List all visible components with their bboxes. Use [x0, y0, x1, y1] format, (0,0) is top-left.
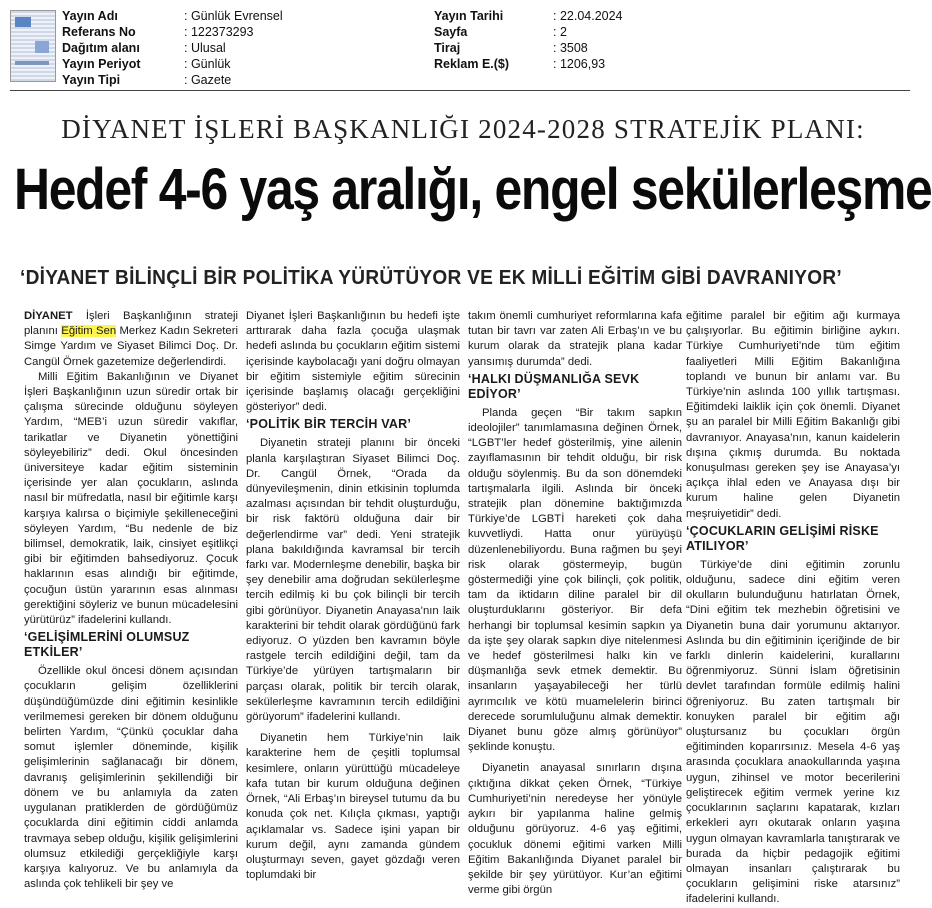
meta-label: Tiraj — [434, 41, 461, 55]
meta-label: Reklam E.($) — [434, 57, 510, 71]
meta-row-tarih — [434, 8, 503, 24]
meta-row-dagitim — [62, 40, 140, 56]
paragraph: Planda geçen “Bir takım sapkın ideolojiler” tanımlamasına değinen Örnek, “LGBT’ler hedef gösterilmiş, yine ailenin zayıflamasının bir tehdit olduğu, bir risk olduğu söylenmiş. Bu da son dönemdeki tartışmalarla ilgili. Aslında bir önceki stratejik plan dönemine baktığımızda Türkiye’de LGBTİ hareketi çok daha kuvvetliydi. Hatta onur yürüyüşü düzenlenebiliyordu. Buna rağmen bu şeyi risk olarak göstermeyip, bugün göstermediği yine çok bilinçli, çok politik, tam da iktidarın diline paralel bir dil oluşturduklarını gösteriyor. Bir defa herhangi bir toplumsal kesimin sapkın ya da işte şey olarak sapkın diye nitelenmesi ve hedef gösterilmesi halkı kin ve düşmanlığa sevk etmek demektir. Bu insanların yaşayabileceği her türlü ayrımcılık ve kötü muamelelerin birinci derecede sorumluluğunu almak demektir. Diyanet bunu göze almış görünüyor” şeklinde konuştu. — [468, 406, 682, 754]
paragraph: takım önemli cumhuriyet reformlarına kafa tutan bir tavrı var zaten Ali Erbaş’ın ve bu kurum olarak da stratejik plana kadar yansımış durumda” dedi. — [468, 310, 682, 368]
meta-label: Sayfa — [434, 25, 468, 39]
newspaper-thumbnail-image — [10, 10, 56, 82]
meta-label: Dağıtım alanı — [62, 41, 140, 55]
article-column-2 — [246, 309, 460, 889]
header-divider — [10, 90, 910, 91]
article-column-3 — [468, 309, 682, 897]
meta-value: : Günlük — [184, 57, 231, 71]
meta-label: Yayın Adı — [62, 9, 118, 23]
lead-paragraph — [24, 309, 238, 370]
lead-text-a: İşleri Başkanlığının strateji planını — [24, 310, 238, 338]
paragraph: Diyanetin hem Türkiye’nin laik karakterine hem de çeşitli toplumsal kesimlere, onların yürüttüğü mücadeleye kafa tutan bir kurum olduğuna değinen Örnek, “Ali Erbaş’ın bireysel tutumu da bu konuda çok net. Kılıçla çıkması, yaptığı açıklamalar vs. Sadece işini yapan bir kurum değil, aynı zamanda gündem oluşturmayı seven, gayet gözdağı veren toplumdaki bir — [246, 732, 460, 882]
section-heading: ‘ÇOCUKLARIN GELİŞİMİ RİSKE ATILIYOR’ — [686, 523, 879, 553]
paragraph: Özellikle okul öncesi dönem açısından çocukların gelişim özelliklerini düşündüğümüzde dini eğitimin kesinlikle verilmemesi gereken bir dönem olduğunu belirten Yardım, “Çünkü çocuklar daha somut işlemler döneminde, kişilik gelişimlerinin sağlanacağı bir dönem, davranış gelişimlerinin şekillendiği bir dönem ve bu anlamıyla da zaten uygulanan pratiklerden de gördüğümüz çocuklarda dini eğitimin ciddi anlamda travmaya sebep olduğu, kişilik gelişimlerini olumsuz etkilediği gerçekliğiyle karşı karşıya kalıyoruz. Ve bu anlamıyla da aslında çok tehlikeli bir şey ve — [24, 665, 238, 891]
article-body — [24, 309, 904, 906]
meta-row-referans — [62, 24, 136, 40]
paragraph: Milli Eğitim Bakanlığının ve Diyanet İşleri Başkanlığının uzun süredir ortak bir çalışma sürecinde olduğunu söyleyen Yardım, “MEB’i uzun süredir vakıflar, tarikatlar ve Diyanetin yönettiğini söyleyebiliriz” dedi. Okul öncesinden üniversiteye kadar eğitim sisteminin içerisinde yer alan çocukların, aslında nasıl bir müfredatla, nasıl bir eğitimle karşı karşıya kalırsa o biçimiyle şekilleneceğini söyleyen Yardım, “Bu nedenle de biz bilimsel, demokratik, laik, cinsiyet eşitlikçi gibi bir eğitimden bahsediyoruz. Çocuk haklarının esas alındığı bir eğitimde, çocuğun üstün yararının esas alınması gerektiğini söyleriz ve bunun mücadelesini yürütürüz” ifadelerini kullandı. — [24, 370, 238, 627]
article-headline: Hedef 4-6 yaş aralığı, engel sekülerleşme — [14, 157, 932, 222]
article-column-4 — [686, 309, 900, 906]
section-heading: ‘POLİTİK BİR TERCİH VAR’ — [246, 417, 411, 432]
meta-value: : 3508 — [553, 41, 588, 55]
meta-value: : 122373293 — [184, 25, 254, 39]
meta-row-periyot — [62, 56, 141, 72]
meta-value: : Ulusal — [184, 41, 226, 55]
article-subhead: ‘DİYANET BİLİNÇLİ BİR POLİTİKA YÜRÜTÜYOR VE EK MİLLİ EĞİTİM GİBİ DAVRANIYOR’ — [20, 266, 842, 289]
meta-row-tiraj — [434, 40, 460, 56]
meta-label: Yayın Periyot — [62, 57, 141, 71]
meta-row-yayin-adi — [62, 8, 118, 24]
paragraph: Diyanetin strateji planını bir önceki planla karşılaştıran Siyaset Bilimci Doç. Dr. Cangül Örnek, “Orada da dünyevileşmenin, dinin etkisinin toplumda azalması açısından bir tehdit oluşturduğu, bir risk faktörü olduğuna dair bir değerlendirme var” dedi. Yeni stratejik plana bakıldığında kavramsal bir tercih farkı var. Modernleşme denebilir, başka bir şey denebilir ama doğrudan sekülerleşme tercih edilmiş ki bu çok bilinçli bir tercih gibi görünüyor. Diyanetin Anayasa’nın laik karakterini bir tehdit olarak gördüğünü fark ediyoruz. O yüzden ben kavramın böyle rastgele tercih edildiğini değil, tam da Türkiye’de yürüyen tartışmaların bir parçası olarak, politik bir tercih olarak, sekülerleşme kavramının tercih edildiğini görüyorum” ifadelerini kullandı. — [246, 437, 460, 724]
meta-value: : 2 — [553, 25, 567, 39]
meta-row-reklam — [434, 56, 509, 72]
clipping-header — [10, 8, 910, 90]
highlighted-term: Eğitim Sen — [61, 325, 117, 338]
lead-word: DİYANET — [24, 310, 73, 322]
paragraph: Diyanetin anayasal sınırların dışına çıktığına dikkat çeken Örnek, “Türkiye Cumhuriyeti’nin neredeyse her yönüyle aykırı bir yapılanma haline gelmiş olduğunu görüyoruz. 4-6 yaş eğitimi, çocukluk dönemi eğitimi varken Milli Eğitim Bakanlığında Diyanet paralel bir şekilde bir şey yürütüyor. Kur’an eğitimi verme gibi örgün — [468, 762, 682, 897]
meta-label: Referans No — [62, 25, 136, 39]
meta-value: : 22.04.2024 — [553, 9, 623, 23]
paragraph: Türkiye’de dini eğitimin zorunlu olduğunu, sadece dini eğitim veren okulların bulunduğunu hatırlatan Örnek, “Dini eğitim tek mezhebin öğretisini ve Diyanetin buna dair yorumunu aktarıyor. Aslında bu din eğitiminin içeriğinde de bir farklı dinlerin kaidelerini, kurallarını öğrenmiyoruz. Sünni İslam öğretisinin devlet tarafından formüle edilmiş halini öğreniyoruz. Bu zaten tartışmalı bir konuyken paralel bir eğitim ağı oluştursanız bu çocukları örgün eğitiminden koparırsınız. Mesela 4-6 yaş arasında çocuklara anaokullarında yaşına uygun, zihinsel ve motor becerilerini geliştirecek eğitim vermek yerine kız çocuklarının saçlarını kapatarak, kızları erkekleri ayrı okutarak onların yaşına uygun olmayan kavramlarla tanıştırarak ve burada da hiçbir pedagojik eğitimi olmayan insanları çalıştırarak bu çocukların gelişimini riske atarsınız” ifadelerini kullandı. — [686, 558, 900, 906]
article-kicker: DİYANET İŞLERİ BAŞKANLIĞI 2024-2028 STRATEJİK PLANI: — [61, 114, 865, 144]
meta-value: : Gazete — [184, 73, 232, 87]
meta-label: Yayın Tipi — [62, 73, 121, 87]
paragraph: Diyanet İşleri Başkanlığının bu hedefi işte arttırarak daha fazla çocuğa ulaşmak hedefi aslında bu çocukların eğitim sistemi içerisinde kaybolacağı yani doğru olmayan bir eğitim sistemiyle eğitim sürecinin içerisinde başlamış olacağı gerçekliğini gösteriyor” dedi. — [246, 310, 460, 414]
meta-value: : Günlük Evrensel — [184, 9, 283, 23]
meta-value: : 1206,93 — [553, 57, 606, 71]
meta-row-tip — [62, 72, 120, 88]
section-heading: ‘HALKI DÜŞMANLIĞA SEVK EDİYOR’ — [468, 371, 640, 401]
meta-label: Yayın Tarihi — [434, 9, 504, 23]
article-column-1 — [24, 309, 238, 889]
section-heading: ‘GELİŞİMLERİNİ OLUMSUZ ETKİLER’ — [24, 630, 190, 660]
paragraph: eğitime paralel bir eğitim ağı kurmaya çalışıyorlar. Bu eğitimin birliğine aykırı. Türkiye Cumhuriyeti’nde tüm eğitim faaliyetleri Milli Eğitim Bakanlığına toplandı ve bunun bir anlamı var. Bu Türkiye’nin aslında 100 yıllık tartışması. Eğitimdeki laiklik için çok önemli. Diyanet şu an paralel bir Milli Eğitim Bakanlığı gibi davranıyor. Anayasa’nın, kanun kaidelerin dışına çıkmış durumda. Bu noktada konuşulması gereken şey ise Anayasa’yı açıkça ihlal eden ve Anayasa dışı bir kurum haline gelen Diyanetin meşruiyetidir” dedi. — [686, 310, 900, 520]
lead-text-b: Merkez Kadın Sekreteri Simge Yardım ve Siyaset Bilimci Doç. Dr. Cangül Örnek gazetemize değerlendirdi. — [24, 325, 238, 368]
meta-row-sayfa — [434, 24, 467, 40]
